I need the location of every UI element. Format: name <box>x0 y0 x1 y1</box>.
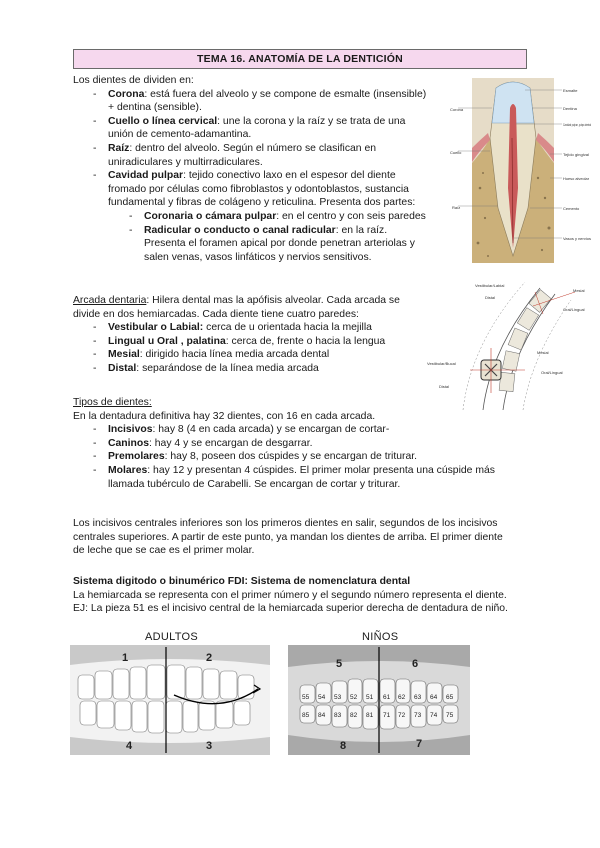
child-quadrant-6: 6 <box>412 658 419 670</box>
adult-quadrant-1: 1 <box>122 652 129 664</box>
tipo-incisivos: - Incisivos: hay 8 (4 en cada arcada) y se encargan de cortar- <box>73 423 543 437</box>
arcada-item-mesial: - Mesial: dirigido hacia línea media arcada dental <box>73 348 423 362</box>
part-cavidad: - Cavidad pulpar: tejido conectivo laxo en el espesor del diente <box>73 169 453 183</box>
tooth-72: 72 <box>398 712 406 719</box>
tooth-63: 63 <box>414 694 422 701</box>
tooth-85: 85 <box>302 712 310 719</box>
arcada-item-vestibular: - Vestibular o Labial: cerca de u orientada hacia la mejilla <box>73 321 423 335</box>
part-radicular-cont2: salen venas, vasos linfáticos y nervios sensitivos. <box>144 251 372 263</box>
arcada-item-distal: - Distal: separándose de la línea media arcada <box>73 362 423 376</box>
erupcion-line-3: de leche que se cae es el primer molar. <box>73 545 255 557</box>
fdi-line-1: La hemiarcada se representa con el primer número y el segundo número representa el diente. <box>73 589 507 601</box>
tooth-75: 75 <box>446 712 454 719</box>
part-cuello: - Cuello o línea cervical: une la corona y la raíz y se trata de una <box>73 115 453 129</box>
fdi-heading: Sistema digitodo o binumérico FDI: Sistema de nomenclatura dental <box>73 576 411 587</box>
tooth-55: 55 <box>302 694 310 701</box>
label-hueso: Hueso alveolar <box>563 176 590 181</box>
tooth-71: 71 <box>383 712 391 719</box>
erupcion-paragraph <box>73 517 543 558</box>
tooth-anatomy-figure <box>450 78 592 268</box>
part-corona: - Corona: está fuera del alveolo y se compone de esmalte (insensible) <box>73 88 453 102</box>
child-quadrant-5: 5 <box>336 658 343 670</box>
part-cavidad-cont1: fromado por células como fibroblastos y odontoblastos, sustancia <box>108 183 409 195</box>
wall-vest-bucal: Vestibular/Bucal <box>427 361 456 366</box>
tooth-64: 64 <box>430 694 438 701</box>
part-raiz-cont: uniradiculares y multirradiculares. <box>108 156 263 168</box>
wall-oral-low: Oral/Lingual <box>541 370 563 375</box>
wall-mesial-mid: Mesial <box>537 350 549 355</box>
wall-oral-top: Oral/Lingual <box>563 307 585 312</box>
child-quadrant-8: 8 <box>340 740 347 752</box>
tooth-74: 74 <box>430 712 438 719</box>
tipos-intro: En la dentadura definitiva hay 32 dientes, con 16 en cada arcada. <box>73 410 376 422</box>
label-gingival: Tejido gingival <box>563 152 590 157</box>
label-raiz: Raíz <box>452 205 461 210</box>
tooth-65: 65 <box>446 694 454 701</box>
label-cuello: Cuello <box>450 150 462 155</box>
label-dentina: Dentina <box>563 106 577 111</box>
part-coronaria: - Coronaria o cámara pulpar: en el centro y con seis paredes <box>73 210 453 224</box>
tooth-53: 53 <box>334 694 342 701</box>
tooth-83: 83 <box>334 712 342 719</box>
arcada-text: Arcada dentaria: Hilera dental mas la apófisis alveolar. Cada arcada se <box>73 295 400 306</box>
adult-quadrant-4: 4 <box>126 740 133 752</box>
tooth-61: 61 <box>383 694 391 701</box>
tooth-82: 82 <box>350 712 358 719</box>
ninos-label: NIÑOS <box>362 631 399 643</box>
wall-mesial-top: Mesial <box>573 288 585 293</box>
part-cavidad-cont2: fundamental y fibras de colágeno y reticulina. Presenta dos partes: <box>108 197 416 209</box>
tooth-51: 51 <box>366 694 374 701</box>
erupcion-line-2: centrales superiores. A partir de este punto, ya mandan los dientes de arriba. El primer diente <box>73 531 503 543</box>
tipos-heading: Tipos de dientes: <box>73 397 152 408</box>
adult-quadrant-3: 3 <box>206 740 213 752</box>
erupcion-line-1: Los incisivos centrales inferiores son los primeros dientes en salir, segundos de los incisivos <box>73 518 498 529</box>
tooth-84: 84 <box>318 712 326 719</box>
adultos-label: ADULTOS <box>145 631 199 643</box>
fdi-line-2: EJ: La pieza 51 es el incisivo central de la hemiarcada superior derecha de dentadura de niño. <box>73 603 508 615</box>
label-cavidad: Cavidad pulpar, pulpa dental <box>563 122 592 127</box>
label-cemento: Cemento <box>563 206 580 211</box>
tooth-52: 52 <box>350 694 358 701</box>
page-title: TEMA 16. ANATOMÍA DE LA DENTICIÓN <box>73 49 527 69</box>
arcada-section <box>73 294 423 376</box>
fdi-section <box>73 575 543 616</box>
tooth-54: 54 <box>318 694 326 701</box>
adult-dentition-figure <box>70 645 270 755</box>
part-corona-cont: + dentina (sensible). <box>108 102 202 114</box>
arcada-item-lingual: - Lingual u Oral , palatina: cerca de, frente o hacia la lengua <box>73 335 423 349</box>
arcada-text-cont: divide en dos hemiarcadas. Cada diente tiene cuatro paredes: <box>73 308 359 320</box>
child-dentition-figure <box>288 645 470 755</box>
parts-section <box>73 74 453 264</box>
part-radicular: - Radicular o conducto o canal radicular: en la raíz. <box>73 224 453 238</box>
wall-vest-labial: Vestibular/Labial <box>475 283 505 288</box>
part-raiz: - Raíz: dentro del alveolo. Según el número se clasifican en <box>73 142 453 156</box>
label-esmalte: Esmalte <box>563 88 578 93</box>
tooth-73: 73 <box>414 712 422 719</box>
intro-text: Los dientes de dividen en: <box>73 75 194 86</box>
label-corona: Corona <box>450 107 464 112</box>
wall-distal-top: Distal <box>485 295 496 300</box>
tooth-81: 81 <box>366 712 374 719</box>
tipo-molares: - Molares: hay 12 y presentan 4 cúspides. El primer molar presenta una cúspide más <box>73 464 543 478</box>
part-radicular-cont1: Presenta el foramen apical por donde penetran arteriolas y <box>144 238 415 250</box>
child-quadrant-7: 7 <box>416 738 423 750</box>
wall-distal-low: Distal <box>439 384 450 389</box>
tipo-premolares: - Premolares: hay 8, poseen dos cúspides y se encargan de triturar. <box>73 450 543 464</box>
tooth-62: 62 <box>398 694 406 701</box>
tipo-caninos: - Caninos: hay 4 y se encargan de desgarrar. <box>73 437 543 451</box>
adult-quadrant-2: 2 <box>206 652 213 664</box>
arch-walls-figure <box>425 278 595 413</box>
part-cuello-cont: unión de cemento-adamantina. <box>108 129 252 141</box>
label-vasos: Vasos y nervios <box>563 236 591 241</box>
tipo-molares-cont: llamada tubérculo de Carabelli. Se encargan de cortar y triturar. <box>108 478 401 490</box>
